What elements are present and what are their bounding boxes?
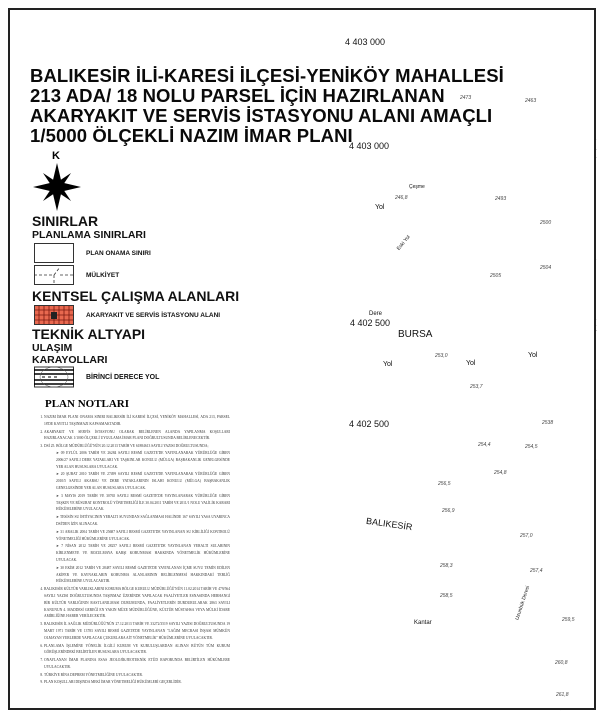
north-label: K	[52, 150, 60, 162]
elevation-label: 258,5	[440, 593, 453, 599]
title-line-2: 213 ADA/ 18 NOLU PARSEL İÇİN HAZIRLANAN	[30, 85, 445, 106]
elevation-label: 256,9	[442, 508, 455, 514]
elevation-label: 257,4	[530, 568, 543, 574]
elevation-label: 259,5	[562, 617, 575, 623]
elevation-label: 2493	[495, 196, 507, 202]
legend-label-mulkiyet: MÜLKİYET	[86, 272, 120, 279]
title-line-4: 1/5000 ÖLÇEKLİ NAZIM İMAR PLANI	[30, 125, 353, 146]
note-item: 4. BALIKESİR KÜLTÜR VARLIKLARINI KORUMA BÖLGE KURULU MÜDÜRLÜĞÜ'NÜN 11.02.2014 TARİH VE 479/564 SAYILI YAZISI DOĞRULTUSUNDA TAŞINMAZ ÜZERİNDE YAPILACAK FAALİYETLER ESNASINDA HERHANGİ BİR KÜLTÜR VARLIĞININ RASTLANILMASI DURUMUNDA, FAALİYETLERİN DURDURULARAK 2863 SAYILI KANUNUN 4. MADDESİ GEREĞİ EN YAKIN MÜZE MÜDÜRLÜĞÜNE, KÜLTÜR MÜSTAHSA VEYA MÜLKİ İDARE AMİRLİĞİNE HABER VERİLECEKTİR.	[44, 586, 230, 620]
coordinate-label: 4 402 500	[349, 419, 390, 429]
note-item: 9. PLAN KOŞULLARI DIŞINDA MEKİ İMAR YÖNETMELİĞİ HÜKÜMLERİ GEÇERLİDİR.	[44, 679, 230, 686]
legend-label-birinci-derece-yol: BİRİNCİ DERECE YOL	[86, 374, 160, 381]
legend-heading-kentsel: KENTSEL ÇALIŞMA ALANLARI	[32, 288, 240, 304]
note-subitem: ➤ TESİSİN SU İHTİYACININ YERALTI SUYUNDAN SAĞLANMASI HALİNDE 167 SAYILI YASA UYARINCA DSİ'DEN İZİN ALINACAK.	[56, 514, 230, 528]
coordinate-label: 4 403 000	[345, 37, 386, 47]
note-item: 8. TÜRKİYE BİNA DEPREM YÖNETMELİĞİNE UYULACAKTIR.	[44, 672, 230, 679]
legend-heading-planlama-sinirlari: PLANLAMA SINIRLARI	[32, 229, 146, 241]
map-label-bursa: BURSA	[398, 329, 433, 340]
note-subitem: ➤ 20 ŞUBAT 2010 TARİH VE 27499 SAYILI RESMİ GAZETE'DE YAYINLANARAK YÜRÜRLÜĞE GİREN 2010/5 SAYILI AKARSU VE DERE YATAKLARININ ISLAHI KONULU (MÜLGA) BAŞBAKANLIK GENELGESİNDE YER ALAN HUSUSLARA UYULACAK.	[56, 471, 230, 491]
elevation-label: 246,8	[395, 195, 408, 201]
plan-approval-boundary-symbol	[34, 243, 74, 263]
elevation-label: 2500	[540, 220, 552, 226]
note-item: 1. NAZIM İMAR PLANI ONAMA SINIRI BALIKESİR İLİ KARESİ İLÇESİ, YENİKÖY MAHALLESİ, ADA 213, PARSEL 18'DE KAYITLI TAŞINMAZI KAPSAMAKTADIR.	[44, 414, 230, 428]
map-label-eski-yol: Eski Yol	[395, 234, 412, 252]
map-label-kantar: Kantar	[414, 620, 432, 626]
elevation-label: 254,8	[494, 470, 507, 476]
elevation-label: 257,0	[520, 533, 533, 539]
elevation-label: 2505	[490, 273, 502, 279]
note-subitem: ➤ 3 MAYIS 2019 TARİH VE 30765 SAYILI RESMİ GAZETE'DE YAYINLANARAK YÜRÜRLÜĞE GİREN TAŞKIN VE RÜSUBAT KONTROLÜ YÖNETMELİĞİ İLE 30.04.2011 TARİH VE 2011/1 NOLU VALİLİK KARARI HÜKÜMLERİNE UYULACAK.	[56, 493, 230, 513]
legend-heading-sinirlar: SINIRLAR	[32, 213, 99, 229]
compass-star-icon	[33, 163, 81, 211]
first-degree-road-legend-symbol	[34, 366, 74, 388]
elevation-label: 254,5	[525, 444, 538, 450]
elevation-label: 253,7	[470, 384, 483, 390]
elevation-label: 254,4	[478, 442, 491, 448]
note-subitem: ➤ 7 NİSAN 2012 TARİH VE 28257 SAYILI RESMİ GAZETE'DE YAYINLANAN YERALTI SULARININ KİRLENMEYE VE BOZULMAYA KARŞI KORUNMASI HAKKINDA YÖNETMELİK HÜKÜMLERİNE UYULACAK.	[56, 543, 230, 563]
title-line-3: AKARYAKIT VE SERVİS İSTASYONU ALANI AMAÇLI	[30, 105, 493, 126]
map-label-yol: Yol	[383, 361, 393, 368]
elevation-label: 2538	[542, 420, 554, 426]
map-label-dere: Dere	[369, 311, 383, 317]
map-label-yol: Yol	[375, 204, 385, 211]
map-label-cesme: Çeşme	[409, 184, 425, 190]
elevation-label: 2504	[540, 265, 552, 271]
note-item: 6. PLANLAMA İŞLEMİNE YÖNELİK İLGİLİ KURUM VE KURULUŞLARDAN ALINAN BÜTÜN TÜM KURUM GÖRÜŞLERİNDEKİ BELİRTİLEN HUSUSLARA UYULACAKTIR.	[44, 643, 230, 657]
note-subitem: ➤ 09 EYLÜL 2006 TARİH VE 26284 SAYILI RESMİ GAZETE'DE YAYINLANARAK YÜRÜRLÜĞE GİREN 2006/27 SAYILI DERE YATAKLARI VE TAŞKINLAR KONULU (MÜLGA) BAŞBAKANLIK GENELGESİNDE YER ALAN HUSUSLARA UYULACAK.	[56, 450, 230, 470]
elevation-label: 260,8	[555, 660, 568, 666]
fuel-station-symbol	[34, 305, 74, 325]
elevation-label: 2473	[460, 95, 472, 101]
elevation-label: 258,3	[440, 563, 453, 569]
map-label-yol: Yol	[466, 360, 476, 367]
map-label-balikesir: BALIKESİR	[365, 515, 414, 533]
map-label-creek: Uzunbük Deresi	[514, 585, 532, 621]
plan-notes	[34, 414, 230, 687]
map-label-yol: Yol	[528, 352, 538, 359]
coordinate-label: 4 403 000	[349, 141, 390, 151]
legend-heading-karayollari: KARAYOLLARI	[32, 354, 108, 366]
note-item: 3. DSİ 25. BÖLGE MÜDÜRLÜĞÜ'NÜN 20.12.2013 TARİH VE 61884613 SAYILI YAZISI DOĞRULTUSUNDA; ➤ 09 EYLÜL 2006 TARİH VE 26284 SAYILI RESMİ GAZETE'DE YAYINLANARAK YÜRÜRLÜĞE GİREN 2006/27 SAYILI DERE YATAKLARI VE TAŞKINLAR KONULU (MÜLGA) BAŞBAKANLIK GENELGESİNDE YER ALAN HUSUSLARA UYULACAK. ➤ 20 ŞUBAT 2010 TARİH VE 27499 SAYILI RESMİ GAZETE'DE YAYINLANARAK YÜRÜRLÜĞE GİREN 2010/5 SAYILI AKARSU VE DERE YATAKLARININ ISLAHI KONULU (MÜLGA) BAŞBAKANLIK GENELGESİNDE YER ALAN HUSUSLARA UYULACAK. ➤ 3 MAYIS 2019 TARİH VE 30765 SAYILI RESMİ GAZETE'DE YAYINLANARAK YÜRÜRLÜĞE GİREN TAŞKIN VE RÜSUBAT KONTROLÜ YÖNETMELİĞİ İLE 30.04.2011 TARİH VE 2011/1 NOLU VALİLİK KARARI HÜKÜMLERİNE UYULACAK. ➤ TESİSİN SU İHTİYACININ YERALTI SUYUNDAN SAĞLANMASI HALİNDE 167 SAYILI YASA UYARINCA DSİ'DEN İZİN ALINACAK. ➤ 31 ARALIK 2004 TARİH VE 25687 SAYILI RESMİ GAZETE'DE YAYINLANAN SU KİRLİLİĞİ KONTROLÜ YÖNETMELİĞİ HÜKÜMLERİNE UYULACAK. ➤ 7 NİSAN 2012 TARİH VE 28257 SAYILI RESMİ GAZETE'DE YAYINLANAN YERALTI SULARININ KİRLENMEYE VE BOZULMAYA KARŞI KORUNMASI HAKKINDA YÖNETMELİK HÜKÜMLERİNE UYULACAK. ➤ 30 EKİM 2012 TARİH VE 28487 SAYILI RESMİ GAZETE'DE YAYINLANAN İÇME SUYU TEMİN EDİLEN AKİFER VE KAYNAKLARIN KORUNMA ALANLARININ BELİRLENMESİ HAKKINDAKİ TEBLİĞ HÜKÜMLERİNE UYULACAKTIR.	[44, 443, 230, 585]
note-item: 7. ONAYLANAN İMAR PLANINA ESAS JEOLOJİK/JEOTEKNİK ETÜD RAPORUNDA BELİRTİLEN HÜKÜMLERE UYULACAKTIR.	[44, 657, 230, 671]
note-item: 5. BALIKESİR İL SAĞLIK MÜDÜRLÜĞÜ'NÜN 27.12.2013 TARİH VE 33272/3519 SAYILI YAZISI DOĞRULTUSUNDA 19 MART 1971 TARİH VE 13783 SAYILI RESMİ GAZETE'DE YAYINLANAN "LAĞIM MECRASI İNŞASI MÜMKÜN OLMAYAN YERLERDE YAPILACAK ÇUKURLARA AİT YÖNETMELİK" HÜKÜMLERİNE UYULACAKTIR.	[44, 621, 230, 641]
coordinate-label: 4 402 500	[350, 318, 391, 328]
elevation-label: 261,8	[556, 692, 569, 698]
elevation-label: 2463	[525, 98, 537, 104]
plan-notes-title: PLAN NOTLARI	[45, 398, 130, 410]
legend-label-akaryakit: AKARYAKIT VE SERVİS İSTASYONU ALANI	[86, 312, 221, 319]
note-subitem: ➤ 30 EKİM 2012 TARİH VE 28487 SAYILI RESMİ GAZETE'DE YAYINLANAN İÇME SUYU TEMİN EDİLEN AKİFER VE KAYNAKLARIN KORUNMA ALANLARININ BELİRLENMESİ HAKKINDAKİ TEBLİĞ HÜKÜMLERİNE UYULACAKTIR.	[56, 565, 230, 585]
legend-heading-ulasim: ULAŞIM	[32, 342, 73, 354]
elevation-label: 253,0	[435, 353, 448, 359]
elevation-label: 256,5	[438, 481, 451, 487]
title-line-1: BALIKESİR İLİ-KARESİ İLÇESİ-YENİKÖY MAHALLESİ	[30, 65, 504, 86]
legend-label-plan-onama-siniri: PLAN ONAMA SINIRI	[86, 250, 151, 257]
legend-heading-teknik-altyapi: TEKNİK ALTYAPI	[32, 326, 146, 342]
note-item: 2. AKARYAKIT VE SERVİS İSTASYONU OLARAK BELİRLENEN ALANDA YAPILANMA KOŞULLARI HAZIRLANACAK 1/1000 ÖLÇEKLİ UYGULAMA İMAR PLANI DOĞRULTUSUNDA BELİRLENECEKTİR.	[44, 429, 230, 443]
note-subitem: ➤ 31 ARALIK 2004 TARİH VE 25687 SAYILI RESMİ GAZETE'DE YAYINLANAN SU KİRLİLİĞİ KONTROLÜ YÖNETMELİĞİ HÜKÜMLERİNE UYULACAK.	[56, 529, 230, 543]
ownership-symbol	[34, 265, 74, 285]
